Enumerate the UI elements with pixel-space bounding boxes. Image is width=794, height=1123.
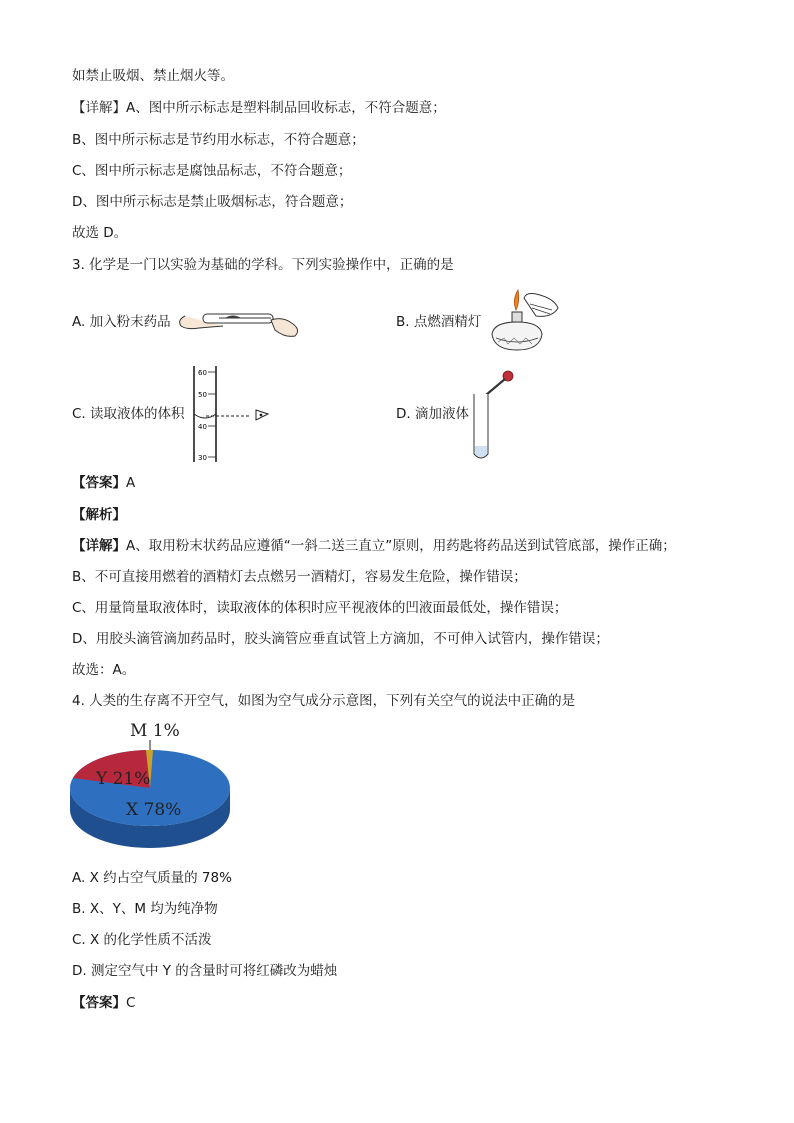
q3-detail-d: D、用胶头滴管滴加药品时，胶头滴管应垂直试管上方滴加，不可伸入试管内，操作错误；: [72, 631, 609, 647]
q4-option-a: A. X 约占空气质量的 78%: [72, 870, 232, 886]
q3-detail-b: B、不可直接用燃着的酒精灯去点燃另一酒精灯，容易发生危险，操作错误；: [72, 569, 527, 585]
text-line: 故选 D。: [72, 225, 128, 241]
q3-option-a: A. 加入粉末药品: [72, 314, 171, 330]
text-line: D、图中所示标志是禁止吸烟标志，符合题意；: [72, 194, 353, 210]
q3-detail-a: [72, 536, 676, 556]
q4-answer: [72, 993, 135, 1013]
label-x: X 78%: [126, 800, 182, 820]
q3-option-c: C. 读取液体的体积: [72, 406, 185, 422]
analysis-tag: 【解析】: [72, 507, 126, 523]
q3-option-d: D. 滴加液体: [396, 406, 469, 422]
alcohol-lamp-figure: [486, 288, 562, 354]
label-y: Y 21%: [96, 769, 151, 789]
q3-detail-c: C、用量筒量取液体时，读取液体的体积时应平视液体的凹液面最低处，操作错误；: [72, 600, 568, 616]
air-composition-pie-chart: [68, 716, 240, 850]
answer-tag: 【答案】: [72, 475, 126, 491]
q3-answer: [72, 473, 135, 493]
answer-value: C: [126, 995, 136, 1011]
label-m: M 1%: [130, 721, 180, 741]
tick-label: 60: [198, 369, 207, 377]
q4-option-b: B. X、Y、M 均为纯净物: [72, 901, 218, 917]
q4-option-d: D. 测定空气中 Y 的含量时可将红磷改为蜡烛: [72, 963, 338, 979]
text-line: C、图中所示标志是腐蚀品标志，不符合题意；: [72, 163, 352, 179]
tick-label: 50: [198, 391, 207, 399]
text-line: 【详解】A、图中所示标志是塑料制品回收标志，不符合题意；: [72, 100, 446, 116]
graduated-cylinder-figure: [186, 364, 276, 464]
text-line: B、图中所示标志是节约用水标志，不符合题意；: [72, 132, 365, 148]
text-line: 如禁止吸烟、禁止烟火等。: [72, 68, 234, 84]
q4-option-c: C. X 的化学性质不活泼: [72, 932, 212, 948]
answer-tag: 【答案】: [72, 995, 126, 1011]
question-3-stem: 3. 化学是一门以实验为基础的学科。下列实验操作中，正确的是: [72, 257, 454, 273]
dropper-test-tube-figure: [470, 368, 520, 464]
tick-label: 40: [198, 423, 207, 431]
q3-conclusion: 故选：A。: [72, 662, 136, 678]
answer-value: A: [126, 475, 136, 491]
powder-test-tube-figure: [175, 298, 305, 340]
tick-label: 30: [198, 454, 207, 462]
detail-tag: 【详解】: [72, 538, 126, 554]
question-4-stem: 4. 人类的生存离不开空气，如图为空气成分示意图，下列有关空气的说法中正确的是: [72, 693, 576, 709]
detail-text: A、取用粉末状药品应遵循“一斜二送三直立”原则，用药匙将药品送到试管底部，操作正确；: [126, 538, 676, 554]
q3-option-b: B. 点燃酒精灯: [396, 314, 482, 330]
